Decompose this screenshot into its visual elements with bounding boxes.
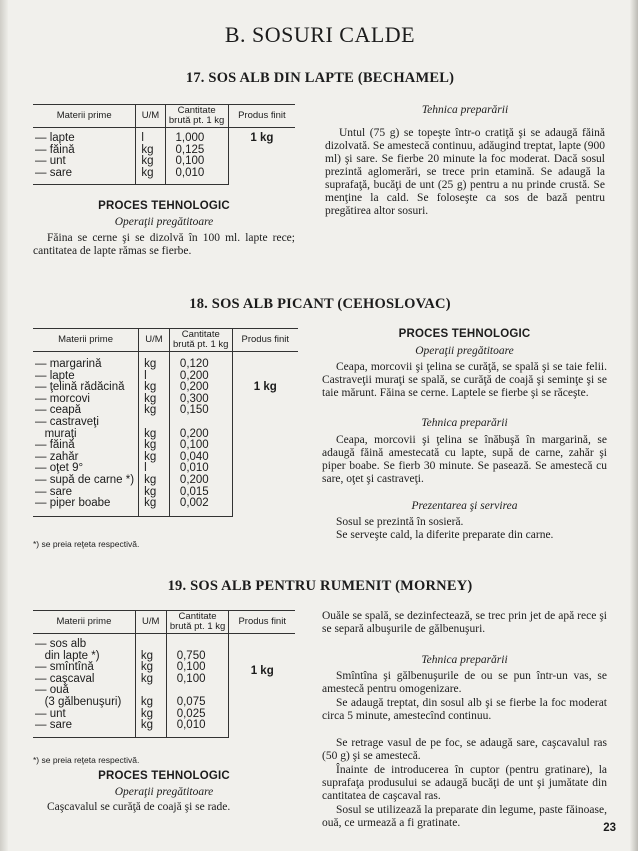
recipe-19-footnote: *) se preia reţeta respectivă. xyxy=(33,755,140,765)
ingredient-um xyxy=(135,634,166,651)
ingredient-name: — margarină xyxy=(35,358,102,370)
recipe-18-tehnica-text: Ceapa, morcovii şi ţelina se înăbuşă în margarină, se adaugă făină amestecată cu lapte, supă de carne, zahăr şi piper boabe. Se fierb 30 minute. Se pasează. Se amestecă cu sare, oţet şi castraveţi. xyxy=(322,434,607,485)
ingredient-name: — piper boabe xyxy=(33,498,139,516)
page-right-edge xyxy=(630,0,638,851)
recipe-18-operatii-heading: Operaţii pregătitoare xyxy=(415,345,514,357)
ingredient-qty: 0,300 xyxy=(169,394,232,406)
table-row xyxy=(33,128,295,145)
recipe-17-title: 17. SOS ALB DIN LAPTE (BECHAMEL) xyxy=(185,70,455,86)
ingredient-name: — ţelină rădăcină xyxy=(35,381,125,394)
recipe-18-ingredients-table xyxy=(33,328,298,517)
ingredient-qty: 0,125 xyxy=(165,145,228,157)
ingredient-name: — sare xyxy=(33,720,135,737)
yield: 1 kg xyxy=(228,128,295,185)
recipe-19-tehnica-p5: Sosul se utilizează la preparate din legume, paste făinoase, ouă, ce urmează a fi gratinate. xyxy=(322,804,607,829)
col-materii: Materii prime xyxy=(33,105,136,128)
ingredient-qty: 0,010 xyxy=(165,168,228,185)
recipe-17-tehnica-heading: Tehnica preparării xyxy=(421,104,509,116)
ingredient-name: — zahăr xyxy=(35,450,79,463)
ingredient-name: — unt xyxy=(35,155,66,168)
ingredient-qty: 0,010 xyxy=(166,720,229,737)
ingredient-name: — smîntînă xyxy=(35,661,94,674)
table-row xyxy=(33,352,298,371)
ingredient-qty: 0,100 xyxy=(169,440,232,452)
ingredient-qty: 0,010 xyxy=(169,463,232,475)
recipe-19-ingredients-table xyxy=(33,610,295,738)
col-cantitate: Cantitate brută pt. 1 kg xyxy=(166,611,229,634)
ingredient-name: — morcovi xyxy=(35,392,90,405)
ingredient-um xyxy=(139,417,170,429)
ingredient-name: din lapte *) xyxy=(35,649,100,662)
col-cantitate: Cantitate brută pt. 1 kg xyxy=(165,105,228,128)
ingredient-um: kg xyxy=(135,720,166,737)
ingredient-name: — lapte xyxy=(35,132,75,144)
recipe-18-title: 18. SOS ALB PICANT (CEHOSLOVAC) xyxy=(189,296,451,312)
recipe-17-tehnica-text: Untul (75 g) se topeşte într-o cratiţă şi se adaugă făină dizolvată. Se amestecă continuu, adăugind treptat, lapte (900 ml) şi sare. Se fierbe 20 minute la foc moderat. Dacă sosul prezintă aglomerări, se trece prin etamină. Se adaugă la suprafaţă, bucăţi de unt (25 g) pentru a nu prinde crustă. Se menţine la cald. Se foloseşte ca sos de bază pentru pregătirea altor sosuri. xyxy=(325,127,605,217)
ingredient-um: kg xyxy=(135,697,166,709)
ingredient-qty: 0,200 xyxy=(169,429,232,441)
ingredient-um: kg xyxy=(139,405,170,417)
ingredient-name: — făină xyxy=(35,143,75,156)
ingredient-um: kg xyxy=(135,651,166,663)
ingredient-um: kg xyxy=(139,394,170,406)
col-produs: Produs finit xyxy=(229,611,295,634)
recipe-19-tehnica-p1: Smîntîna şi gălbenuşurile de ou se pun într-un vas, se amestecă pentru omogenizare. xyxy=(322,670,607,695)
ingredient-um: kg xyxy=(136,168,165,185)
ingredient-qty: 0,015 xyxy=(169,487,232,499)
ingredient-qty xyxy=(169,417,232,429)
ingredient-name: — făină xyxy=(35,439,75,452)
ingredient-um: kg xyxy=(139,429,170,441)
col-um: U/M xyxy=(139,329,170,352)
recipe-18-tehnica-heading: Tehnica preparării xyxy=(421,417,508,429)
ingredient-name: — castraveţi xyxy=(35,415,99,428)
recipe-17-operatii-heading: Operaţii pregătitoare xyxy=(114,216,214,228)
recipe-18-prezentarea-text-2: Se serveşte cald, la diferite preparate din carne. xyxy=(336,529,554,541)
ingredient-um: l xyxy=(139,463,170,475)
ingredient-um: kg xyxy=(139,475,170,487)
ingredient-um: kg xyxy=(139,440,170,452)
recipe-19-title: 19. SOS ALB PENTRU RUMENIT (MORNEY) xyxy=(167,578,473,594)
ingredient-um: kg xyxy=(139,498,170,516)
ingredient-name: — caşcaval xyxy=(35,672,95,685)
ingredient-um: kg xyxy=(139,352,170,371)
ingredient-name: — oţet 9° xyxy=(35,462,84,475)
ingredient-qty: 0,150 xyxy=(169,405,232,417)
recipe-19-tehnica-p2: Se adaugă treptat, din sosul alb şi se fierbe la foc moderat circa 5 minute, amestecînd continuu. xyxy=(322,697,607,722)
ingredient-um: kg xyxy=(136,145,165,157)
ingredient-um: kg xyxy=(139,487,170,499)
recipe-19-intro-text: Ouăle se spală, se dezinfectează, se trec prin jet de apă rece şi se separă albuşurile de gălbenuşuri. xyxy=(322,610,607,635)
col-produs: Produs finit xyxy=(228,105,295,128)
ingredient-name: muraţi xyxy=(35,427,77,440)
recipe-18-proces-heading: PROCES TEHNOLOGIC xyxy=(398,328,531,340)
ingredient-qty: 0,002 xyxy=(169,498,232,516)
ingredient-qty: 0,025 xyxy=(166,709,229,721)
ingredient-name: — unt xyxy=(35,707,66,720)
ingredient-um: kg xyxy=(135,674,166,686)
recipe-19-tehnica-p4: Înainte de introducerea în cuptor (pentru gratinare), la suprafaţa produsului se adaugă bucăţi de unt şi jumătate din cantitatea de caşcaval ras. xyxy=(322,764,607,802)
ingredient-qty: 0,200 xyxy=(169,371,232,383)
page-number: 23 xyxy=(603,822,616,834)
ingredient-um: kg xyxy=(139,452,170,464)
col-materii: Materii prime xyxy=(33,329,139,352)
recipe-18-operatii-text: Ceapa, morcovii şi ţelina se curăţă, se spală şi se taie felii. Castraveţii muraţi se spală, se curăţă de coajă şi seminţe şi se taie mărunt. Făina se cerne. Laptele se fierbe şi se răceşte. xyxy=(322,361,607,399)
ingredient-um: l xyxy=(139,371,170,383)
ingredient-qty: 0,200 xyxy=(169,475,232,487)
table-row xyxy=(33,634,295,651)
recipe-18-prezentarea-heading: Prezentarea şi servirea xyxy=(411,500,518,512)
section-title: B. SOSURI CALDE xyxy=(224,22,416,47)
recipe-19-proces-heading: PROCES TEHNOLOGIC xyxy=(98,770,230,782)
ingredient-name: — sare xyxy=(35,485,73,498)
ingredient-um: kg xyxy=(136,156,165,168)
recipe-17-ingredients-table xyxy=(33,104,295,185)
ingredient-qty: 0,100 xyxy=(166,674,229,686)
recipe-19-tehnica-p3: Se retrage vasul de pe foc, se adaugă sare, caşcavalul ras (50 g) şi se amestecă. xyxy=(322,737,607,762)
recipe-17-proces-heading: PROCES TEHNOLOGIC xyxy=(98,200,230,212)
col-cantitate: Cantitate brută pt. 1 kg xyxy=(169,329,232,352)
ingredient-name: — ouă xyxy=(35,684,69,697)
ingredient-qty: 0,040 xyxy=(169,452,232,464)
ingredient-name: — lapte xyxy=(35,369,75,382)
ingredient-um: l xyxy=(136,128,165,145)
ingredient-um: kg xyxy=(135,709,166,721)
recipe-18-footnote: *) se preia reţeta respectivă. xyxy=(33,539,140,549)
yield: 1 kg xyxy=(229,634,295,738)
col-materii: Materii prime xyxy=(33,611,135,634)
page-left-edge xyxy=(0,0,8,851)
col-um: U/M xyxy=(136,105,165,128)
ingredient-name: — sos alb xyxy=(35,638,87,650)
recipe-19-tehnica-heading: Tehnica preparării xyxy=(421,654,508,666)
ingredient-qty: 0,120 xyxy=(169,352,232,371)
ingredient-qty: 0,200 xyxy=(169,382,232,394)
yield: 1 kg xyxy=(232,352,298,517)
ingredient-name: — sare xyxy=(33,168,136,185)
ingredient-um: kg xyxy=(135,662,166,674)
col-produs: Produs finit xyxy=(232,329,298,352)
recipe-19-operatii-heading: Operaţii pregătitoare xyxy=(114,786,214,798)
ingredient-name: — supă de carne *) xyxy=(35,473,135,486)
recipe-19-operatii-text: Caşcavalul se curăţă de coajă şi se rade. xyxy=(47,801,231,813)
ingredient-qty: 0,100 xyxy=(166,662,229,674)
recipe-17-operatii-text: Făina se cerne şi se dizolvă în 100 ml. lapte rece; cantitatea de lapte rămas se fierbe. xyxy=(33,232,295,257)
ingredient-qty: 0,750 xyxy=(166,651,229,663)
ingredient-qty: 0,075 xyxy=(166,697,229,709)
recipe-18-prezentarea-text-1: Sosul se prezintă în sosieră. xyxy=(336,516,464,528)
ingredient-name: (3 gălbenuşuri) xyxy=(35,695,122,708)
ingredient-qty: 0,100 xyxy=(165,156,228,168)
ingredient-qty: 1,000 xyxy=(165,128,228,145)
ingredient-qty xyxy=(166,634,229,651)
ingredient-name: — ceapă xyxy=(35,404,82,417)
col-um: U/M xyxy=(135,611,166,634)
ingredient-um: kg xyxy=(139,382,170,394)
